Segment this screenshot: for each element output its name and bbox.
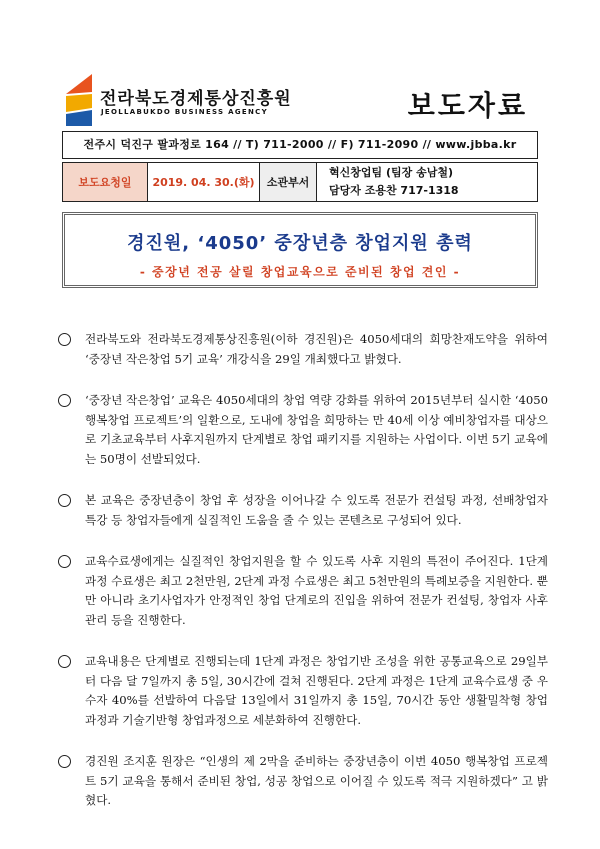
circle-bullet-icon: [58, 494, 71, 507]
circle-bullet-icon: [58, 755, 71, 768]
paragraph-text: 교육내용은 단계별로 진행되는데 1단계 과정은 창업기반 조성을 위한 공통교육으로 29일부터 다음 달 7일까지 총 5일, 30시간에 걸쳐 진행된다. 2단계 과정은 1단계 교육수료생 중 우수자 40%를 선발하여 다음달 13일에서 31일까지 총 15일, 70시간 동안 생활밀착형 창업과정과 기술기반형 창업과정으로 세분화하여 진행한다.: [85, 654, 548, 727]
article-body: [58, 330, 548, 833]
circle-bullet-icon: [58, 394, 71, 407]
paragraph: [58, 752, 548, 811]
circle-bullet-icon: [58, 333, 71, 346]
agency-logo-icon: [62, 74, 96, 126]
department-team: 혁신창업팀 (팀장 송남철): [329, 166, 453, 179]
paragraph-text: 교육수료생에게는 실질적인 창업지원을 할 수 있도록 사후 지원의 특전이 주어진다. 1단계 과정 수료생은 최고 2천만원, 2단계 과정 수료생은 최고 5천만원의 특례보증을 지원한다. 뿐만 아니라 초기사업자가 안정적인 창업 단계로의 진입을 위하여 전문가 컨설팅, 창업자 사후관리 등을 진행한다.: [85, 554, 548, 627]
paragraph: [58, 552, 548, 630]
headline: 경진원, ‘4050’ 중장년층 창업지원 총력: [127, 233, 473, 254]
paragraph-text: ‘중장년 작은창업’ 교육은 4050세대의 창업 역량 강화를 위하여 2015년부터 실시한 ‘4050 행복창업 프로젝트’의 일환으로, 도내에 창업을 희망하는 만 40세 이상 예비창업자를 대상으로 기초교육부터 사후지원까지 단계별로 창업 패키지를 지원하는 사업이다. 이번 5기 교육에는 50명이 선발되었다.: [85, 393, 548, 466]
department-contact: 담당자 조용찬 717-1318: [329, 184, 459, 197]
subheadline: - 중장년 전공 살릴 창업교육으로 준비된 창업 견인 -: [139, 265, 461, 279]
headline-box: [62, 212, 538, 288]
org-name-korean: 전라북도경제통상진흥원: [100, 89, 292, 109]
paragraph-text: 본 교육은 중장년층이 창업 후 성장을 이어나갈 수 있도록 전문가 컨설팅 과정, 선배창업자 특강 등 창업자들에게 실질적인 도움을 줄 수 있는 콘텐츠로 구성되어 있다.: [85, 493, 548, 527]
circle-bullet-icon: [58, 655, 71, 668]
paragraph-text: 전라북도와 전라북도경제통상진흥원(이하 경진원)은 4050세대의 희망찬재도약을 위하여 ‘중장년 작은창업 5기 교육’ 개강식을 29일 개최했다고 밝혔다.: [85, 332, 548, 366]
circle-bullet-icon: [58, 555, 71, 568]
request-date-value: 2019. 04. 30.(화): [148, 163, 260, 201]
department-info: [317, 163, 537, 201]
org-name-english: JEOLLABUKDO BUSINESS AGENCY: [101, 108, 268, 116]
paragraph: [58, 652, 548, 730]
paragraph: [58, 491, 548, 530]
contact-info-line: 전주시 덕진구 팔과정로 164 // T) 711-2000 // F) 711-2090 // www.jbba.kr: [62, 131, 538, 159]
document-type-title: 보도자료: [407, 89, 528, 122]
paragraph: [58, 391, 548, 469]
paragraph-text: 경진원 조지훈 원장은 “인생의 제 2막을 준비하는 중장년층이 이번 4050 행복창업 프로젝트 5기 교육을 통해서 준비된 창업, 성공 창업으로 이어질 수 있도록 적극 지원하겠다” 고 밝혔다.: [85, 754, 548, 807]
paragraph: [58, 330, 548, 369]
department-label: 소관부서: [260, 163, 317, 201]
request-date-label: 보도요청일: [63, 163, 148, 201]
document-header: [62, 70, 540, 128]
release-info-table: [62, 162, 538, 202]
